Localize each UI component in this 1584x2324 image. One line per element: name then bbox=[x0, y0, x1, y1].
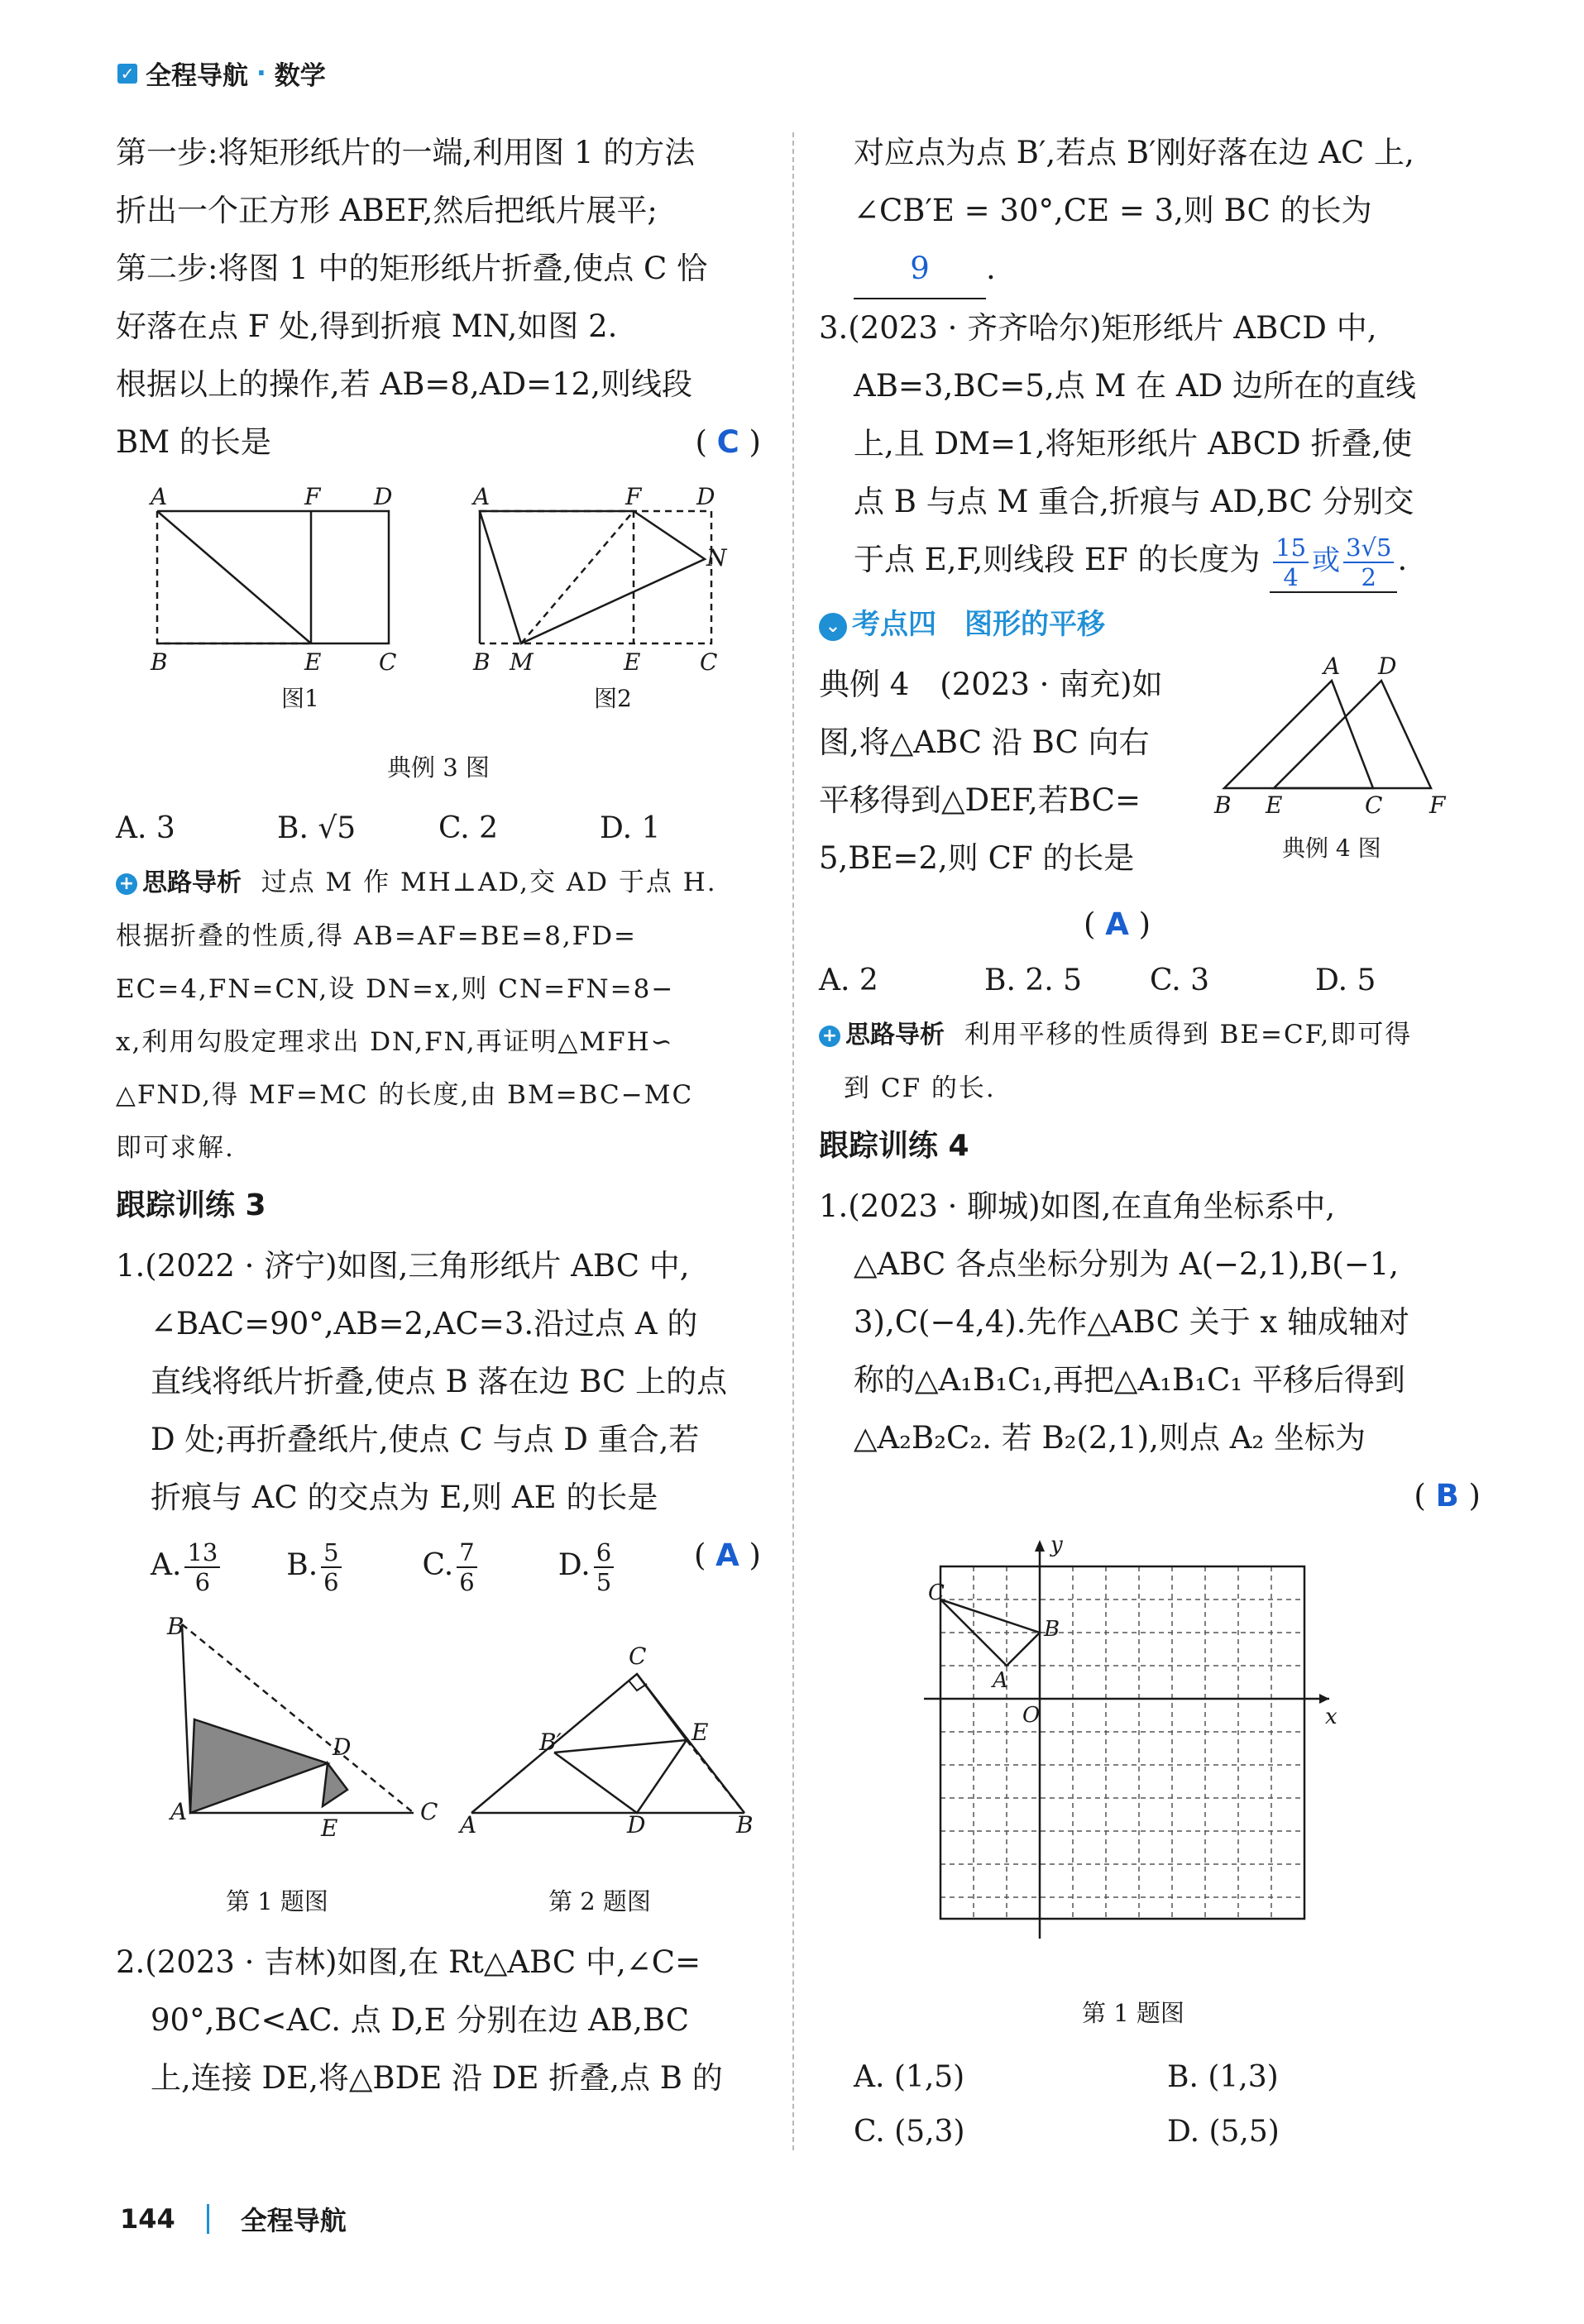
svg-text:C: C bbox=[420, 1798, 438, 1825]
options bbox=[116, 801, 761, 856]
analysis-block bbox=[116, 856, 761, 1174]
text-line: 第一步:将矩形纸片的一端,利用图 1 的方法 bbox=[116, 135, 696, 170]
plus-icon: + bbox=[116, 873, 137, 895]
text-line: ∠CB′E = 30°,CE = 3,则 BC 的长为 bbox=[854, 193, 1372, 228]
x-arrow bbox=[1319, 1694, 1329, 1704]
q1-shaded-2 bbox=[323, 1763, 347, 1806]
fig2-caption: 图2 bbox=[594, 685, 632, 712]
fig2-fold bbox=[521, 511, 634, 643]
option: A. 3 bbox=[116, 811, 175, 845]
svg-text:B: B bbox=[736, 1811, 754, 1839]
left-column bbox=[116, 124, 761, 2107]
right-column bbox=[819, 124, 1481, 2159]
page-footer bbox=[120, 2200, 347, 2238]
text-line: 2.(2023 · 吉林)如图,在 Rt△ABC 中,∠C= bbox=[116, 1944, 701, 1980]
fig1-fold bbox=[157, 511, 311, 643]
text-line: 9 . bbox=[819, 240, 1481, 299]
chevron-down-icon: ⌄ bbox=[819, 613, 847, 641]
answer-paren: ( B ) bbox=[1414, 1477, 1481, 1513]
svg-text:B: B bbox=[151, 648, 168, 676]
text-line bbox=[116, 414, 761, 471]
y-arrow bbox=[1035, 1540, 1045, 1552]
svg-text:E: E bbox=[692, 1719, 709, 1746]
answer-blank: $\frac{15}{4}$ 或 $\frac{3√5}{2}$ bbox=[1270, 531, 1397, 593]
svg-text:B: B bbox=[167, 1613, 184, 1640]
text-line: 3),C(−4,4).先作△ABC 关于 x 轴成轴对 bbox=[854, 1303, 1410, 1340]
svg-text:M: M bbox=[510, 648, 534, 676]
answer-mark: A bbox=[715, 1537, 739, 1573]
text-line: 好落在点 F 处,得到折痕 MN,如图 2. bbox=[116, 308, 618, 344]
text-line: 1.(2022 · 济宁)如图,三角形纸片 ABC 中, bbox=[116, 1248, 690, 1284]
figure-caption: 第 2 题图 bbox=[548, 1887, 651, 1915]
analysis-tag: + 思路导析 bbox=[116, 868, 242, 897]
text-line: ∠BAC=90°,AB=2,AC=3.沿过点 A 的 bbox=[151, 1306, 698, 1341]
coordinate-grid-figure bbox=[819, 1525, 1481, 1988]
option: C. $\frac{7}{6}$ bbox=[422, 1538, 558, 1596]
answer-paren: ( C ) bbox=[695, 424, 761, 460]
option: B. (1,3) bbox=[1167, 2059, 1279, 2094]
text-line: 3.(2023 · 齐齐哈尔)矩形纸片 ABCD 中, bbox=[819, 310, 1377, 346]
text-line: 5,BE=2,则 CF 的长是 bbox=[819, 839, 1135, 876]
svg-text:E: E bbox=[1266, 791, 1283, 819]
text-line: 折出一个正方形 ABEF,然后把纸片展平; bbox=[116, 193, 658, 228]
text-line: 直线将纸片折叠,使点 B 落在边 BC 上的点 bbox=[151, 1364, 728, 1399]
option: B. $\frac{5}{6}$ bbox=[286, 1538, 422, 1596]
svg-text:D: D bbox=[627, 1811, 646, 1839]
grid-border bbox=[940, 1566, 1304, 1919]
analysis-line: + 思路导析 过点 M 作 MH⊥AD,交 AD 于点 H. bbox=[116, 856, 761, 910]
text-line: 图,将△ABC 沿 BC 向右 bbox=[819, 724, 1150, 760]
svg-text:A: A bbox=[151, 483, 168, 510]
option: D. 5 bbox=[1315, 963, 1376, 997]
svg-text:N: N bbox=[706, 544, 727, 571]
section-title: 跟踪训练 3 bbox=[116, 1188, 266, 1222]
svg-text:E: E bbox=[321, 1815, 338, 1842]
analysis-line: △FND,得 MF=MC 的长度,由 BM=BC−MC bbox=[116, 1080, 694, 1110]
option: A. (1,5) bbox=[854, 2059, 965, 2094]
footer-divider bbox=[207, 2204, 209, 2234]
svg-text:F: F bbox=[304, 483, 321, 510]
question-1-2-figures bbox=[116, 1608, 761, 1872]
option: D. 1 bbox=[600, 811, 661, 845]
svg-text:F: F bbox=[625, 483, 642, 510]
svg-text:O: O bbox=[1022, 1702, 1041, 1728]
answer-mark: B bbox=[1435, 1477, 1459, 1513]
figure-caption: 典例 3 图 bbox=[387, 753, 490, 782]
option: B. √5 bbox=[277, 811, 357, 845]
svg-text:C: C bbox=[629, 1643, 647, 1670]
text-line: 1.(2023 · 聊城)如图,在直角坐标系中, bbox=[819, 1188, 1336, 1224]
option: D. $\frac{6}{5}$ bbox=[558, 1538, 694, 1596]
svg-text:C: C bbox=[379, 648, 397, 676]
text-line: ( A ) bbox=[1084, 906, 1151, 942]
topic-title: ⌄ 考点四 图形的平移 bbox=[819, 593, 1481, 656]
svg-text:C: C bbox=[928, 1580, 945, 1605]
figure-caption: 第 1 题图 bbox=[1082, 1998, 1184, 2027]
analysis-line: x,利用勾股定理求出 DN,FN,再证明△MFH∽ bbox=[116, 1027, 674, 1057]
q1-shaded-1 bbox=[190, 1719, 328, 1813]
svg-text:A: A bbox=[170, 1798, 188, 1825]
svg-text:E: E bbox=[304, 648, 322, 676]
option: A. 2 bbox=[819, 963, 878, 997]
text-line: 于点 E,F,则线段 EF 的长度为 $\frac{15}{4}$ 或 $\frac{3√5}{2}$ . bbox=[819, 531, 1481, 593]
fig1-caption: 图1 bbox=[281, 685, 319, 712]
analysis-line: 到 CF 的长. bbox=[844, 1073, 996, 1103]
option: A. $\frac{13}{6}$ bbox=[151, 1538, 286, 1596]
options bbox=[819, 954, 1481, 1008]
fraction-options bbox=[116, 1538, 694, 1596]
analysis-line: EC=4,FN=CN,设 DN=x,则 CN=FN=8− bbox=[116, 974, 675, 1004]
fig2-lines bbox=[480, 511, 705, 643]
answer-mark: A bbox=[1105, 906, 1129, 942]
answer-mark: 9 bbox=[910, 251, 930, 286]
svg-text:A: A bbox=[993, 1667, 1008, 1693]
q2-fold bbox=[554, 1674, 687, 1813]
text-line: 点 B 与点 M 重合,折痕与 AD,BC 分别交 bbox=[854, 484, 1414, 519]
text-line: 第二步:将图 1 中的矩形纸片折叠,使点 C 恰 bbox=[116, 251, 708, 286]
svg-text:E: E bbox=[624, 648, 641, 676]
svg-text:C: C bbox=[700, 648, 718, 676]
text-line: 称的△A₁B₁C₁,再把△A₁B₁C₁ 平移后得到 bbox=[854, 1361, 1405, 1398]
answer-blank bbox=[854, 240, 986, 299]
svg-text:B: B bbox=[1214, 791, 1232, 819]
header-subject: 数学 bbox=[274, 61, 326, 91]
svg-text:B: B bbox=[473, 648, 491, 676]
option: C. 3 bbox=[1150, 963, 1210, 997]
header-separator: · bbox=[256, 58, 266, 88]
text-line: 折痕与 AC 的交点为 E,则 AE 的长是 bbox=[151, 1480, 658, 1515]
text-line: D 处;再折叠纸片,使点 C 与点 D 重合,若 bbox=[151, 1422, 700, 1457]
text-line: AB=3,BC=5,点 M 在 AD 边所在的直线 bbox=[854, 368, 1417, 404]
analysis-line: + 思路导析 利用平移的性质得到 BE=CF,即可得 bbox=[819, 1008, 1481, 1062]
options bbox=[819, 2050, 1481, 2159]
svg-text:C: C bbox=[1365, 791, 1383, 819]
checkbox-icon: ✓ bbox=[117, 64, 137, 84]
column-divider bbox=[792, 132, 794, 2150]
svg-text:B′: B′ bbox=[539, 1729, 562, 1756]
analysis-line: 根据折叠的性质,得 AB=AF=BE=8,FD= bbox=[116, 921, 638, 951]
analysis-block bbox=[819, 1008, 1481, 1115]
text-line: 对应点为点 B′,若点 B′刚好落在边 AC 上, bbox=[854, 135, 1414, 170]
example-4-figure bbox=[1208, 656, 1481, 863]
option: C. (5,3) bbox=[854, 2114, 965, 2149]
plus-icon: + bbox=[819, 1026, 840, 1047]
svg-text:D: D bbox=[374, 483, 393, 510]
question-stem: BM 的长是 bbox=[116, 424, 271, 460]
page-number: 144 bbox=[120, 2203, 175, 2235]
text-line: 上,连接 DE,将△BDE 沿 DE 折叠,点 B 的 bbox=[151, 2060, 723, 2096]
text-line: 典例 4 (2023 · 南充)如 bbox=[819, 666, 1163, 702]
example-4 bbox=[819, 656, 1481, 896]
text-line: △ABC 各点坐标分别为 A(−2,1),B(−1, bbox=[854, 1246, 1400, 1282]
svg-text:F: F bbox=[1429, 791, 1446, 819]
footer-brand: 全程导航 bbox=[240, 2205, 347, 2236]
text-line: 根据以上的操作,若 AB=8,AD=12,则线段 bbox=[116, 366, 692, 402]
svg-text:x: x bbox=[1325, 1704, 1338, 1729]
svg-text:B: B bbox=[1044, 1616, 1060, 1642]
example-3-figures bbox=[116, 478, 761, 726]
svg-text:D: D bbox=[1378, 655, 1397, 680]
svg-text:y: y bbox=[1050, 1532, 1063, 1557]
text-line: △A₂B₂C₂. 若 B₂(2,1),则点 A₂ 坐标为 bbox=[854, 1419, 1366, 1456]
option: D. (5,5) bbox=[1167, 2114, 1280, 2149]
figure-caption: 典例 4 图 bbox=[1282, 834, 1381, 862]
text-line: 90°,BC<AC. 点 D,E 分别在边 AB,BC bbox=[151, 2002, 690, 2038]
page-header bbox=[117, 55, 326, 92]
fig1-rect bbox=[157, 511, 389, 643]
svg-text:D: D bbox=[696, 483, 715, 510]
analysis-tag: + 思路导析 bbox=[819, 1021, 945, 1050]
answer-paren: ( A ) bbox=[693, 1537, 761, 1573]
triangle-abc bbox=[1224, 681, 1373, 788]
svg-text:A: A bbox=[1323, 655, 1341, 680]
section-title: 跟踪训练 4 bbox=[819, 1128, 969, 1163]
analysis-line: 即可求解. bbox=[116, 1133, 235, 1163]
figure-captions bbox=[116, 1874, 761, 1929]
text-line: 平移得到△DEF,若BC= bbox=[819, 782, 1141, 818]
header-brand: 全程导航 bbox=[146, 61, 248, 91]
svg-text:A: A bbox=[460, 1811, 477, 1839]
option: C. 2 bbox=[438, 811, 499, 845]
answer-mark: C bbox=[716, 424, 739, 460]
option: B. 2. 5 bbox=[984, 963, 1083, 997]
figure-caption: 第 1 题图 bbox=[226, 1887, 328, 1915]
svg-text:A: A bbox=[473, 483, 491, 510]
text-line: 上,且 DM=1,将矩形纸片 ABCD 折叠,使 bbox=[854, 426, 1413, 461]
svg-text:D: D bbox=[333, 1733, 352, 1761]
